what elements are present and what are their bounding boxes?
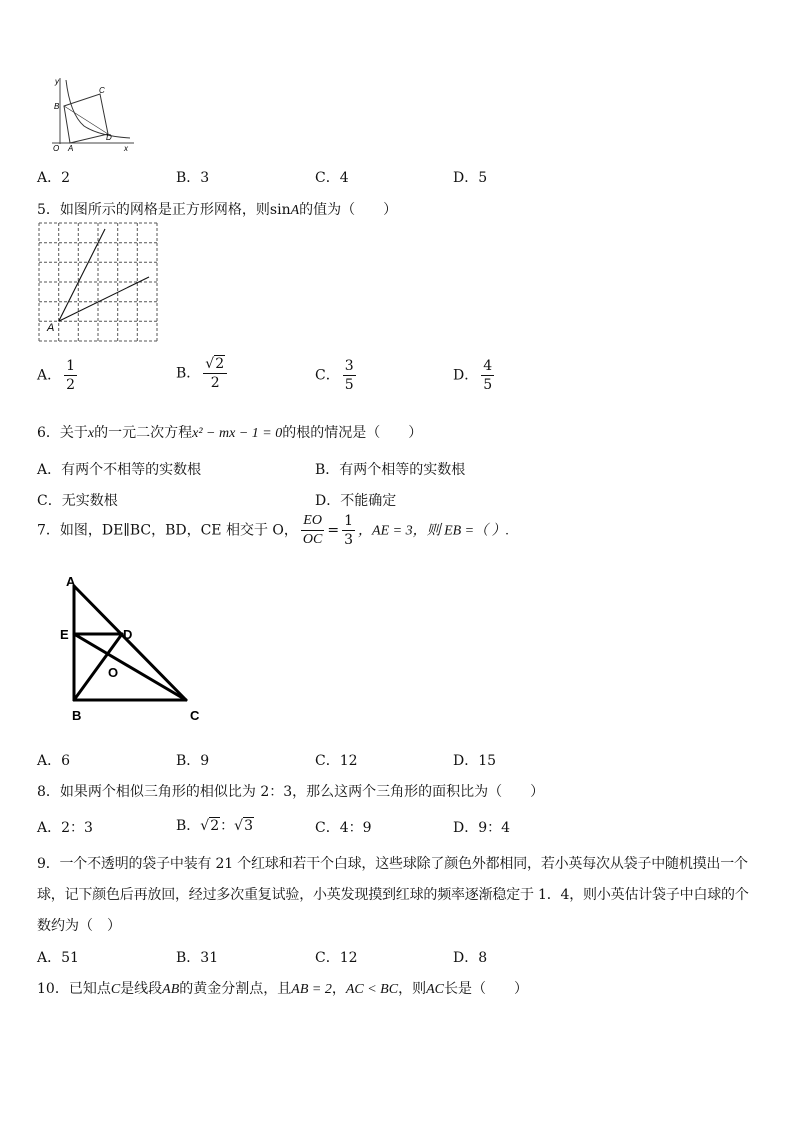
q7-label-E: E <box>60 627 69 642</box>
q8-option-c[interactable]: C．4：9 <box>315 820 372 836</box>
q7-option-b[interactable]: B．9 <box>176 753 210 769</box>
q5-option-c[interactable]: C． $\frac{3}{5}$ <box>315 358 354 393</box>
q5-grid-figure <box>37 221 161 345</box>
q4-label-x: x <box>124 144 128 153</box>
q6-option-d[interactable]: D．不能确定 <box>315 493 397 509</box>
q4-label-B: B <box>54 102 60 111</box>
q7-label-D: D <box>123 627 133 642</box>
q4-figure <box>44 74 140 154</box>
q6-stem: 6．关于x的一元二次方程x² − mx − 1 = 0的根的情况是（ ） <box>37 425 423 441</box>
q5-option-b[interactable]: B． $\frac{√2}{2}$ <box>176 357 230 390</box>
q5-option-a[interactable]: A． $\frac{1}{2}$ <box>37 358 76 393</box>
q9-option-c[interactable]: C．12 <box>315 950 358 966</box>
q9-stem-line1: 9．一个不透明的袋子中装有 21 个红球和若干个白球，这些球除了颜色外都相同，若小英每次从袋子中随机摸出一个 <box>37 856 748 872</box>
q5-stem <box>37 199 397 219</box>
q7-label-O: O <box>108 665 119 680</box>
q6-equation: x² − mx − 1 = 0 <box>192 426 283 441</box>
q9-option-a[interactable]: A．51 <box>37 950 79 966</box>
q9-option-d[interactable]: D．8 <box>453 950 488 966</box>
q5-option-d[interactable]: D． $\frac{4}{5}$ <box>453 358 493 393</box>
q10-stem: 10．已知点C是线段AB的黄金分割点，且AB = 2，AC < BC，则AC长是（ ） <box>37 981 528 997</box>
q8-option-b[interactable]: B．√2：√3 <box>176 818 253 834</box>
q7-option-a[interactable]: A．6 <box>37 753 71 769</box>
q7-option-c[interactable]: C．12 <box>315 753 358 769</box>
q4-label-A: A <box>68 144 74 153</box>
q7-option-d[interactable]: D．15 <box>453 753 497 769</box>
q7-label-C: C <box>190 708 200 723</box>
q4-option-c[interactable]: C．4 <box>315 170 349 186</box>
q5-stem-func: sin <box>269 202 291 218</box>
q4-label-D: D <box>106 133 112 142</box>
q4-option-d[interactable]: D．5 <box>453 170 488 186</box>
q6-option-c[interactable]: C．无实数根 <box>37 493 118 509</box>
q4-label-C: C <box>99 86 105 95</box>
q8-option-d[interactable]: D．9：4 <box>453 820 511 836</box>
q6-option-b[interactable]: B．有两个相等的实数根 <box>315 462 466 478</box>
q5-stem-prefix: 5．如图所示的网格是正方形网格，则 <box>37 202 270 218</box>
q5-stem-var: A <box>290 203 300 218</box>
q7-label-A: A <box>66 574 76 589</box>
q6-option-a[interactable]: A．有两个不相等的实数根 <box>37 462 202 478</box>
q9-option-b[interactable]: B．31 <box>176 950 219 966</box>
q7-label-B: B <box>72 708 82 723</box>
q8-option-a[interactable]: A．2：3 <box>37 820 93 836</box>
q9-stem-line3: 数约为（ ） <box>37 918 121 934</box>
q8-stem: 8．如果两个相似三角形的相似比为 2：3，那么这两个三角形的面积比为（ ） <box>37 784 545 800</box>
q7-stem: 7．如图，DE∥BC，BD，CE 相交于 O， $\frac{EO}{OC}$ = $\frac{1}{3}$ ，AE = 3，则 EB =（ ）. <box>37 513 510 548</box>
q5-label-A: A <box>47 322 55 334</box>
q4-option-b[interactable]: B．3 <box>176 170 210 186</box>
q5-stem-suffix: 的值为（ ） <box>299 202 398 218</box>
q7-triangle-figure <box>60 570 210 730</box>
q4-option-a[interactable]: A．2 <box>37 170 71 186</box>
q4-label-O: O <box>53 144 60 153</box>
q4-label-y: y <box>55 77 59 86</box>
q9-stem-line2: 球，记下颜色后再放回，经过多次重复试验，小英发现摸到红球的频率逐渐稳定于 1．4，则小英估计袋子中白球的个 <box>37 887 749 903</box>
